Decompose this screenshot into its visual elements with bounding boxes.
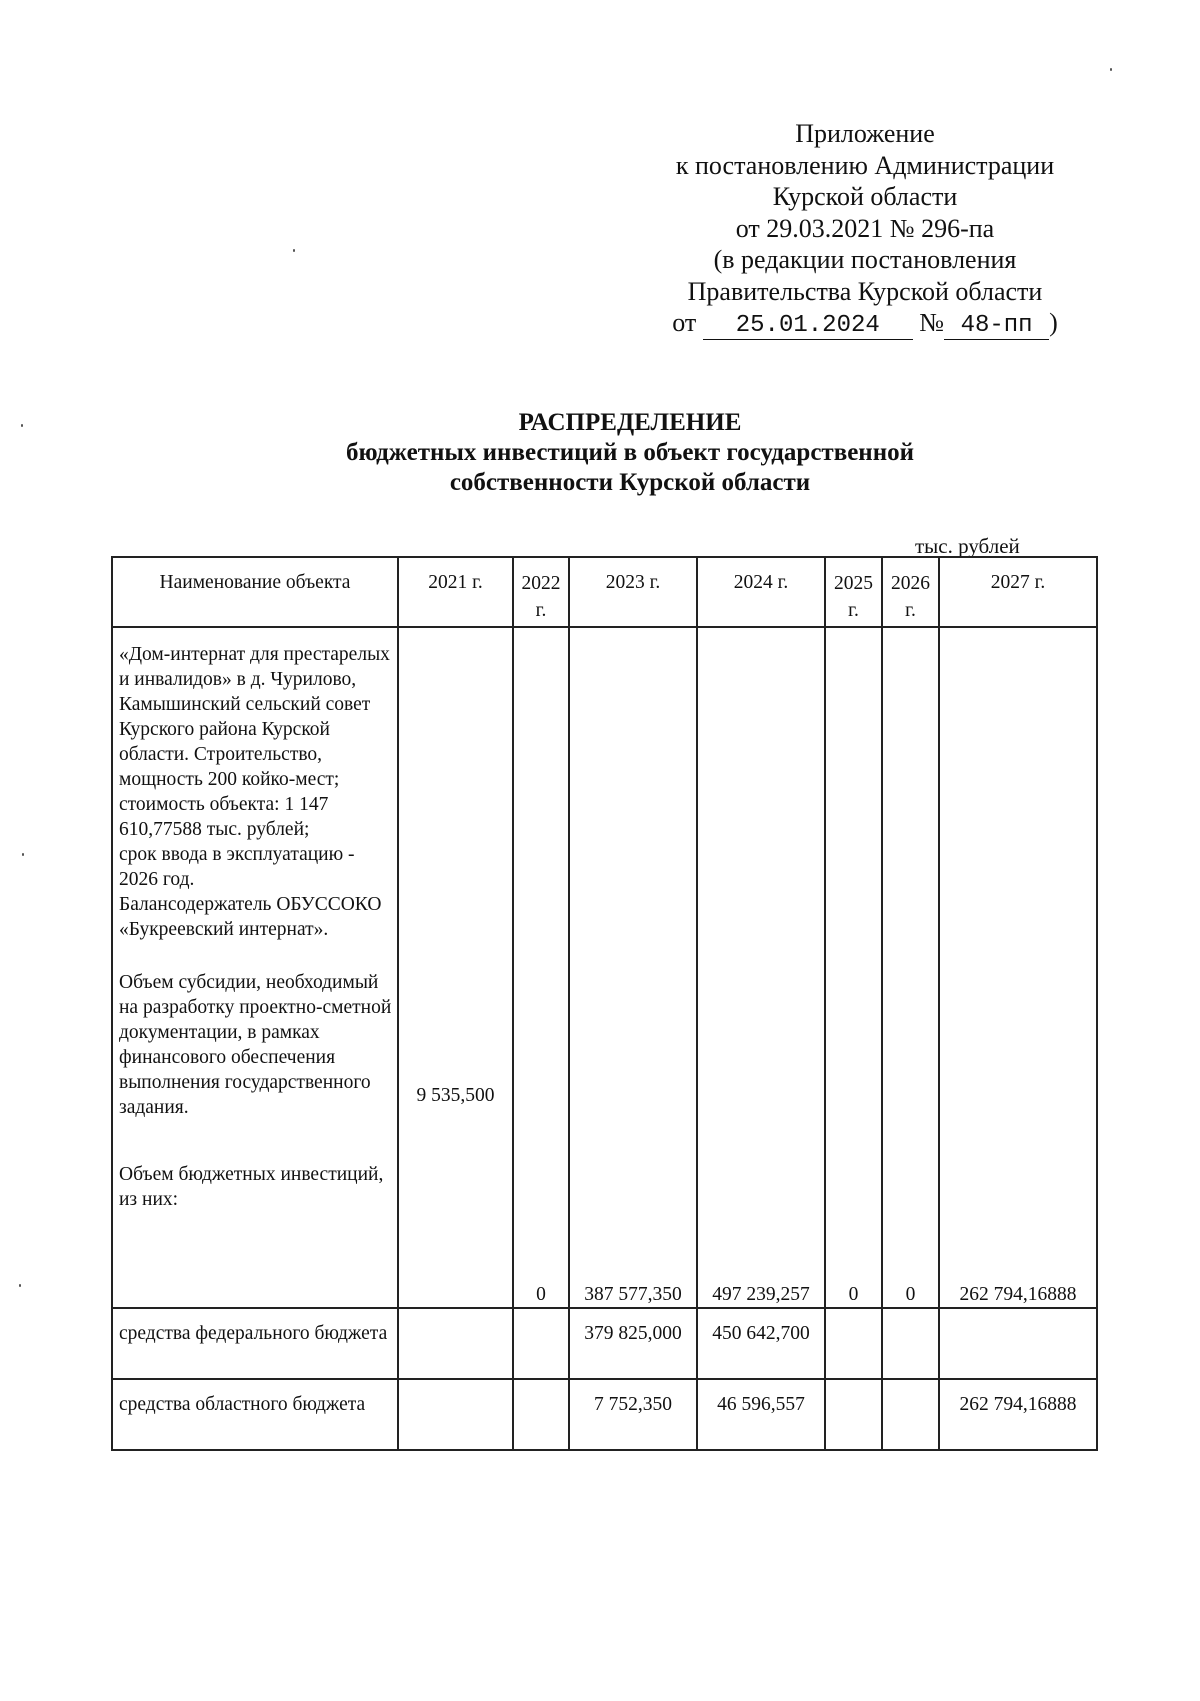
date-prefix: от [672,308,697,337]
appendix-line: к постановлению Администрации [675,150,1055,180]
units-label: тыс. рублей [915,534,1020,558]
object-2021-cell [398,627,513,1308]
header-2027: 2027 г. [939,557,1097,627]
object-description: срок ввода в эксплуатацию - 2026 год. [119,844,355,890]
appendix-line: (в редакции постановления [713,245,1017,274]
header-2025: 2025 г. [825,557,882,627]
regional-2027: 262 794,16888 [939,1379,1097,1450]
table-row-federal [112,1308,1097,1379]
header-2023: 2023 г. [569,557,697,627]
regional-2025 [825,1379,882,1450]
regional-label: средства областного бюджета [112,1379,398,1450]
number-prefix: № [919,308,945,337]
table-row-object [112,627,1097,1308]
object-2026-cell [882,627,939,1308]
scan-speck [22,853,24,856]
investments-2026-value: 0 [905,1284,916,1305]
object-2023-cell [569,627,697,1308]
object-description: «Дом-интернат для престарелых и инвалидов» в д. Чурилово, Камышинский сельский совет Курского района Курской области. Строительство, мощность 200 койко-мест; [119,644,390,790]
appendix-block [620,118,1110,340]
federal-2023: 379 825,000 [569,1308,697,1379]
investments-2024-value: 497 239,257 [712,1284,810,1305]
closing-paren: ) [1049,308,1058,337]
table-row-regional [112,1379,1097,1450]
appendix-line: Правительства Курской области [687,276,1043,306]
scan-speck [19,1284,21,1287]
regional-2022 [513,1379,569,1450]
appendix-line: Курской области [772,182,958,211]
appendix-amendment-line [620,307,1110,340]
title-heading: РАСПРЕДЕЛЕНИЕ [518,409,742,436]
scan-speck [21,424,23,427]
appendix-line: от 29.03.2021 № 296-па [735,213,995,243]
object-description: Балансодержатель ОБУССОКО «Букреевский интернат». [119,894,382,940]
regional-2021 [398,1379,513,1450]
document-title [200,408,1060,498]
object-name-cell [112,627,398,1308]
scan-speck [1110,68,1112,71]
title-line: бюджетных инвестиций в объект государственной [345,439,915,466]
federal-2024: 450 642,700 [697,1308,825,1379]
investments-label: Объем бюджетных инвестиций, из них: [119,1164,384,1210]
investments-2025-value: 0 [848,1284,859,1305]
federal-2027 [939,1308,1097,1379]
appendix-line: Приложение [795,119,935,148]
regional-2023: 7 752,350 [569,1379,697,1450]
federal-2021 [398,1308,513,1379]
subsidy-label: Объем субсидии, необходимый на разработку проектно-сметной документации, в рамках финансового обеспечения выполнения государственного задания. [119,972,392,1118]
object-description: стоимость объекта: 1 147 610,77588 тыс. рублей; [119,794,329,840]
object-2027-cell [939,627,1097,1308]
header-2026: 2026 г. [882,557,939,627]
title-line: собственности Курской области [449,469,811,496]
regional-2024: 46 596,557 [697,1379,825,1450]
federal-2026 [882,1308,939,1379]
federal-label: средства федерального бюджета [112,1308,398,1379]
header-2024: 2024 г. [697,557,825,627]
object-2025-cell [825,627,882,1308]
table-header-row [112,557,1097,627]
investments-2023-value: 387 577,350 [584,1284,682,1305]
header-2022: 2022 г. [513,557,569,627]
subsidy-2021-value: 9 535,500 [416,1085,495,1106]
investments-2027-value: 262 794,16888 [959,1284,1077,1305]
amendment-date: 25.01.2024 [703,313,913,340]
scan-speck [293,249,295,252]
header-2021: 2021 г. [398,557,513,627]
investments-2022-value: 0 [536,1284,546,1305]
federal-2022 [513,1308,569,1379]
regional-2026 [882,1379,939,1450]
object-2024-cell [697,627,825,1308]
federal-2025 [825,1308,882,1379]
amendment-number: 48-пп [944,313,1049,340]
header-name: Наименование объекта [112,557,398,627]
object-2022-cell [513,627,569,1308]
budget-table [111,556,1098,1451]
